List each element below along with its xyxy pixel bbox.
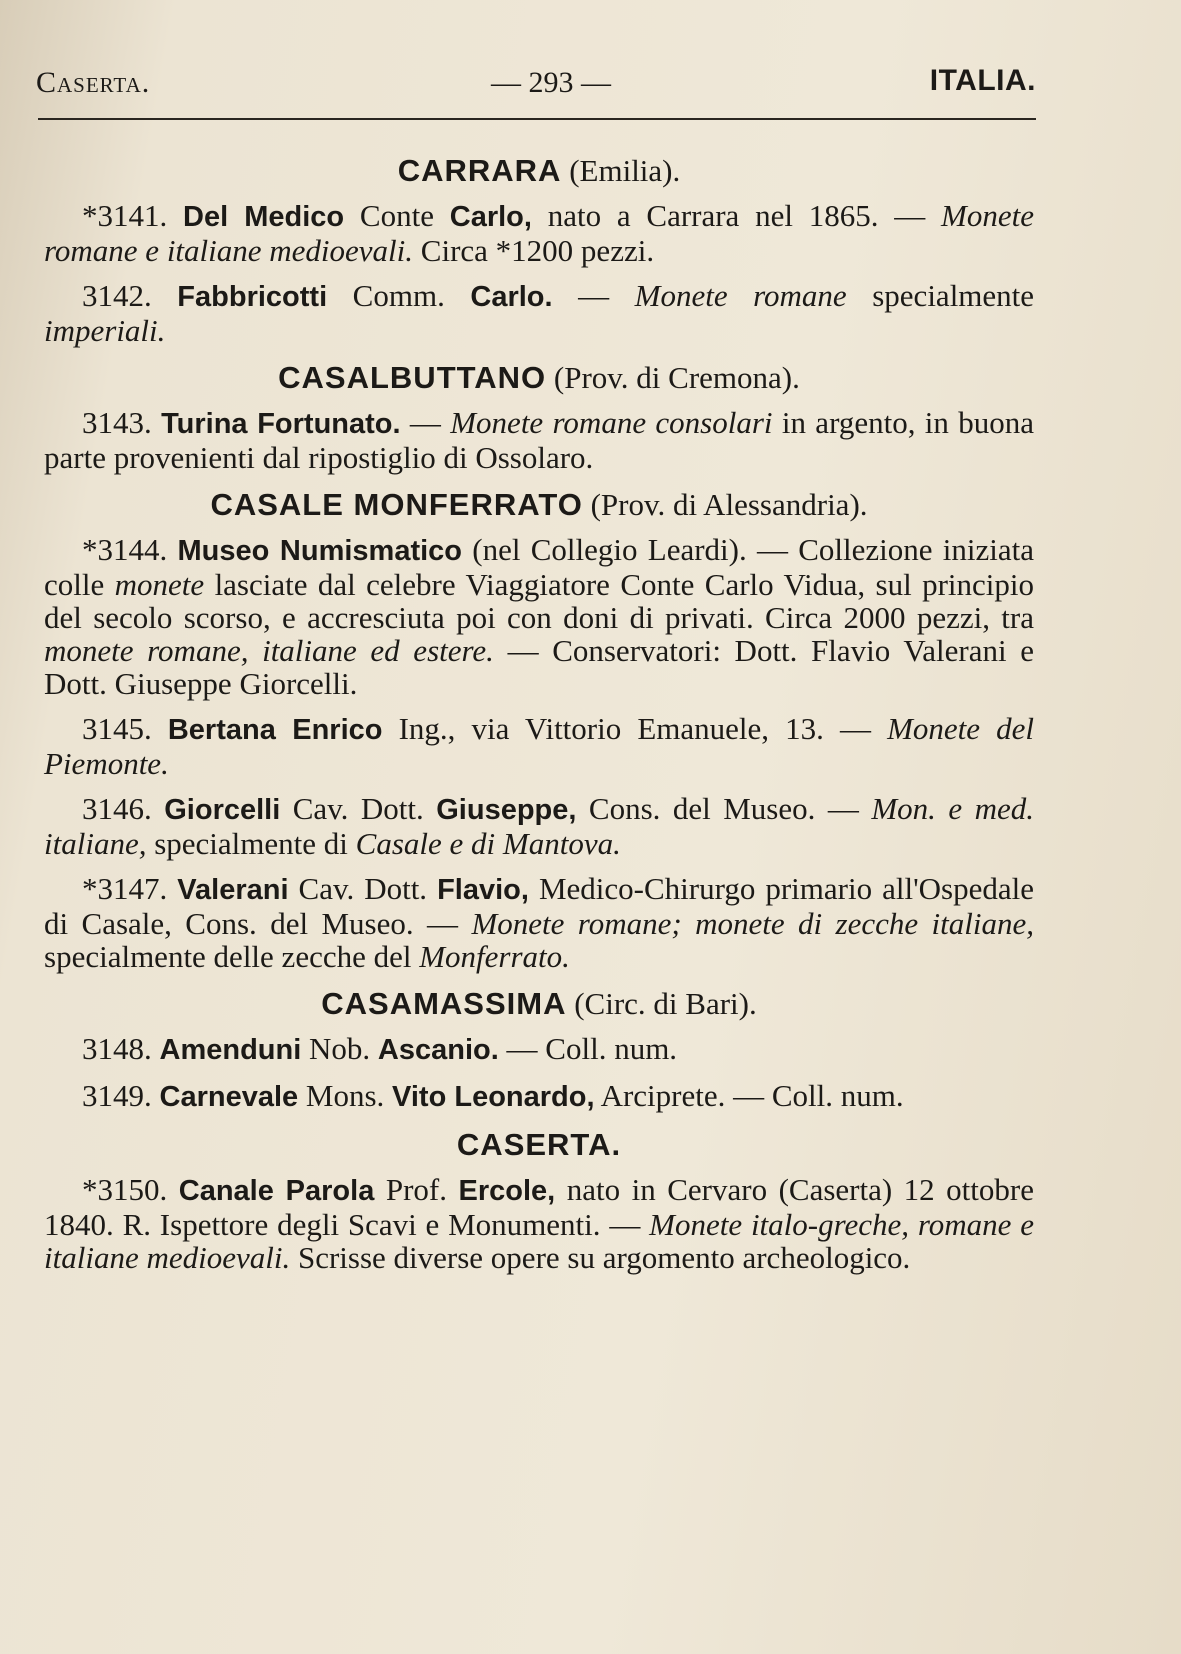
collection-entry bbox=[44, 533, 1034, 700]
entry-text: Cav. Dott. bbox=[288, 871, 438, 906]
entry-name-bold: Flavio, bbox=[437, 874, 529, 906]
entry-name-bold: Giorcelli bbox=[164, 794, 281, 826]
entry-italic-text: Casale e di Mantova. bbox=[355, 826, 621, 861]
section-heading bbox=[44, 361, 1034, 394]
collection-entry bbox=[44, 872, 1034, 973]
entry-text: (nel Collegio Leardi). — Collezione iniziata colle bbox=[44, 532, 1035, 602]
section-heading bbox=[44, 154, 1034, 187]
entry-name-bold: Del Medico bbox=[183, 201, 345, 233]
section-qualifier: (Prov. di Cremona). bbox=[553, 360, 800, 395]
collection-entry bbox=[44, 792, 1034, 860]
running-head-right: ITALIA. bbox=[929, 64, 1036, 97]
entry-italic-text: Monete romane e italiane medioevali. bbox=[44, 198, 1034, 268]
entry-text: Mons. bbox=[298, 1078, 393, 1113]
entry-number: *3147. bbox=[82, 871, 168, 906]
entry-name-bold: Ercole, bbox=[458, 1175, 556, 1207]
entry-number: *3141. bbox=[82, 198, 168, 233]
entry-name-bold: Valerani bbox=[177, 874, 289, 906]
entry-italic-text: Mon. e med. italiane, bbox=[44, 791, 1035, 861]
entry-name-bold: Turina Fortunato. bbox=[161, 408, 401, 440]
entry-text: — bbox=[400, 405, 451, 440]
entry-italic-text: Monete italo-greche, romane e italiane medioevali. bbox=[44, 1207, 1034, 1275]
entry-number: 3148. bbox=[82, 1031, 152, 1066]
entry-number: *3144. bbox=[82, 532, 168, 567]
entry-number: 3146. bbox=[82, 791, 152, 826]
entry-text: nato in Cervaro (Caserta) 12 ottobre 1840. R. Ispettore degli Scavi e Monumenti. — bbox=[44, 1172, 1034, 1242]
section-name: CASALBUTTANO bbox=[278, 360, 547, 395]
collection-entry bbox=[44, 279, 1034, 347]
collection-entry bbox=[44, 712, 1034, 780]
entry-italic-text: Monete romane consolari bbox=[450, 405, 773, 440]
page-number: — 293 — bbox=[491, 66, 611, 99]
section-name: CASAMASSIMA bbox=[321, 986, 567, 1021]
entry-text: specialmente di bbox=[146, 826, 356, 861]
entry-text: Prof. bbox=[374, 1172, 459, 1207]
collection-entry bbox=[44, 1079, 1034, 1114]
entry-italic-text: monete bbox=[114, 567, 205, 602]
collection-entry bbox=[44, 1173, 1034, 1274]
entry-text: specialmente bbox=[846, 278, 1035, 313]
entry-text: Circa *1200 pezzi. bbox=[413, 233, 655, 268]
entry-text: Conte bbox=[344, 198, 450, 233]
collection-entry bbox=[44, 406, 1034, 474]
running-head bbox=[36, 60, 1036, 110]
entry-text: in argento, in buona parte provenienti dal ripostiglio di Ossolaro. bbox=[44, 405, 1034, 475]
entry-text: Scrisse diverse opere su argomento archeologico. bbox=[290, 1240, 911, 1275]
running-head-left: Caserta. bbox=[36, 66, 151, 99]
section-name: CASALE MONFERRATO bbox=[210, 487, 583, 522]
entry-name-bold: Carlo. bbox=[470, 281, 553, 313]
entry-name-bold: Giuseppe, bbox=[436, 794, 577, 826]
section-heading bbox=[44, 488, 1034, 521]
section-qualifier: (Prov. di Alessandria). bbox=[590, 487, 868, 522]
entry-name-bold: Canale Parola bbox=[178, 1175, 375, 1207]
entry-name-bold: Museo Numismatico bbox=[177, 535, 463, 567]
entry-italic-text: Monete romane bbox=[634, 278, 847, 313]
entry-italic-text: Monete romane; monete di zecche italiane, bbox=[471, 906, 1034, 941]
section-heading bbox=[44, 1128, 1034, 1161]
entry-text: Cons. del Museo. — bbox=[576, 791, 872, 826]
entry-number: 3142. bbox=[82, 278, 152, 313]
entry-italic-text: Monete del Piemonte. bbox=[44, 711, 1035, 781]
header-rule bbox=[38, 118, 1036, 120]
entry-name-bold: Fabbricotti bbox=[177, 281, 328, 313]
section-name: CASERTA. bbox=[456, 1127, 622, 1162]
entry-name-bold: Amenduni bbox=[159, 1034, 302, 1066]
entry-number: 3145. bbox=[82, 711, 152, 746]
section-name: CARRARA bbox=[397, 153, 562, 188]
entry-name-bold: Carlo, bbox=[449, 201, 532, 233]
entry-text: Medico-Chirurgo primario all'Ospedale di Casale, Cons. del Museo. — bbox=[44, 871, 1035, 941]
entry-name-bold: Ascanio. bbox=[377, 1034, 499, 1066]
entry-name-bold: Vito Leonardo, bbox=[392, 1081, 595, 1113]
entry-number: 3143. bbox=[82, 405, 152, 440]
entry-text: Comm. bbox=[327, 278, 471, 313]
entry-number: *3150. bbox=[82, 1172, 168, 1207]
section-qualifier: (Circ. di Bari). bbox=[574, 986, 757, 1021]
entry-text: — Coll. num. bbox=[498, 1031, 678, 1066]
entry-text: — bbox=[552, 278, 635, 313]
entry-number: 3149. bbox=[82, 1078, 152, 1113]
entry-text: Cav. Dott. bbox=[280, 791, 437, 826]
entry-text: Nob. bbox=[301, 1031, 378, 1066]
section-heading bbox=[44, 987, 1034, 1020]
collection-entry bbox=[44, 1032, 1034, 1067]
entry-text: lasciate dal celebre Viaggiatore Conte Carlo Vidua, sul principio del secolo scorso, e accresciuta poi con doni di privati. Circa 2000 pezzi, tra bbox=[44, 567, 1034, 635]
entry-text: nato a Carrara nel 1865. — bbox=[531, 198, 942, 233]
page-content bbox=[44, 140, 1034, 1286]
entry-italic-text: monete romane, italiane ed estere. bbox=[44, 633, 494, 668]
entry-name-bold: Carnevale bbox=[159, 1081, 299, 1113]
entry-italic-text: Monferrato. bbox=[419, 939, 570, 974]
entry-text: Ing., via Vittorio Emanuele, 13. — bbox=[382, 711, 888, 746]
entry-text: specialmente delle zecche del bbox=[44, 939, 420, 974]
section-qualifier: (Emilia). bbox=[569, 153, 681, 188]
entry-text: — Conservatori: Dott. Flavio Valerani e Dott. Giuseppe Giorcelli. bbox=[44, 633, 1035, 701]
entry-name-bold: Bertana Enrico bbox=[167, 714, 383, 746]
entry-italic-text: imperiali. bbox=[44, 313, 166, 348]
collection-entry bbox=[44, 199, 1034, 267]
entry-text: Arciprete. — Coll. num. bbox=[594, 1078, 904, 1113]
